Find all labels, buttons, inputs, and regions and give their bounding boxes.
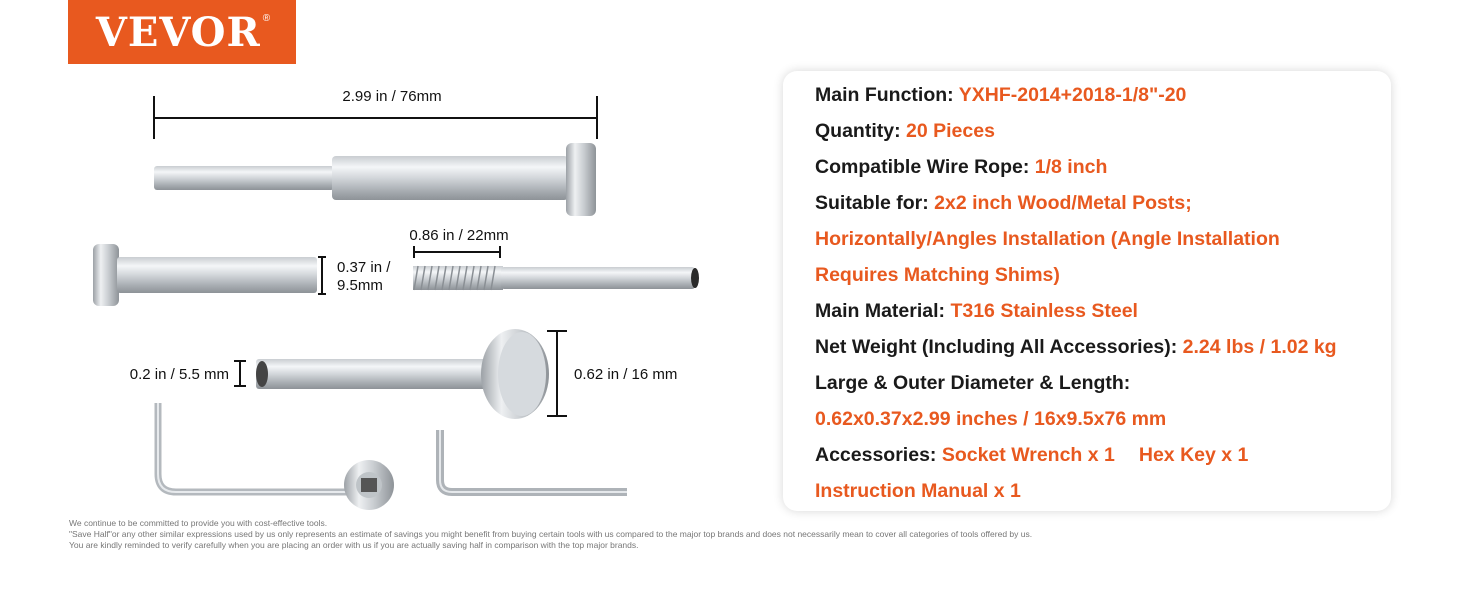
spec-suitable-line2 <box>815 225 1337 261</box>
disclaimer-line: "Save Half"or any other similar expressions used by us only represents an estimate of savings you might benefit from buying certain tools with us compared to the major top brands and does not necessarily mean to cover all categories of tools offered by us. <box>69 529 1033 539</box>
head-diameter-label: 0.62 in / 16 mm <box>574 366 678 383</box>
spec-list <box>815 81 1337 513</box>
spec-value: Hex Key x 1 <box>1138 444 1249 466</box>
overall-length-label: 2.99 in / 76mm <box>342 88 442 105</box>
spec-main-function <box>815 81 1337 117</box>
spec-value: 1/8 inch <box>1034 156 1108 178</box>
overall-length-dimension <box>154 88 597 139</box>
spec-value: 2.24 lbs / 1.02 kg <box>1182 336 1337 358</box>
spec-label: Accessories: <box>815 444 942 466</box>
spec-suitable-line3 <box>815 261 1337 297</box>
spec-quantity <box>815 117 1337 153</box>
spec-label: Main Function: <box>815 84 959 106</box>
brand-name: VEVOR <box>95 8 261 56</box>
spec-value: YXHF-2014+2018-1/8"-20 <box>958 84 1187 106</box>
spec-label: Main Material: <box>815 300 951 322</box>
spec-value: 0.62x0.37x2.99 inches / 16x9.5x76 mm <box>815 408 1167 430</box>
spec-diameter-value <box>815 405 1337 441</box>
spec-value: Horizontally/Angles Installation (Angle Installation <box>815 228 1280 250</box>
registered-mark: ® <box>262 12 271 24</box>
spec-value: Instruction Manual x 1 <box>815 480 1021 502</box>
outer-diameter-label-2: 9.5mm <box>337 277 383 294</box>
socket-wrench-image <box>158 403 394 510</box>
threaded-fitting-image <box>409 227 699 290</box>
disclaimer-line: You are kindly reminded to verify carefully when you are placing an order with us if you are actually saving half in comparison with the top major brands. <box>69 540 639 550</box>
hex-key-image <box>440 430 627 492</box>
spec-label: Large & Outer Diameter & Length: <box>815 372 1131 394</box>
spec-value: Socket Wrench x 1 <box>941 444 1115 466</box>
spec-card <box>783 71 1391 511</box>
disclaimer-line: We continue to be committed to provide you with cost-effective tools. <box>69 518 328 528</box>
spec-diameter <box>815 369 1337 405</box>
spec-label: Compatible Wire Rope: <box>815 156 1035 178</box>
spec-value: 20 Pieces <box>906 120 995 142</box>
thread-length-label: 0.86 in / 22mm <box>409 227 509 244</box>
spec-wire-rope <box>815 153 1337 189</box>
spec-value: Requires Matching Shims) <box>815 264 1060 286</box>
spec-accessories <box>815 441 1337 477</box>
spec-suitable <box>815 189 1337 225</box>
spec-weight <box>815 333 1337 369</box>
spec-accessories-line2 <box>815 477 1337 513</box>
inner-diameter-label: 0.2 in / 5.5 mm <box>129 366 229 383</box>
product-diagram <box>0 0 780 520</box>
long-fitting-image <box>154 143 596 216</box>
spec-value: 2x2 inch Wood/Metal Posts; <box>934 192 1192 214</box>
disclaimer <box>69 518 1032 551</box>
spec-label: Net Weight (Including All Accessories): <box>815 336 1183 358</box>
spec-label: Quantity: <box>815 120 906 142</box>
spec-label: Suitable for: <box>815 192 935 214</box>
spec-value: T316 Stainless Steel <box>950 300 1138 322</box>
short-fitting-image <box>93 244 391 306</box>
spec-material <box>815 297 1337 333</box>
outer-diameter-label-1: 0.37 in / <box>337 259 391 276</box>
receiver-fitting-image <box>130 329 678 419</box>
